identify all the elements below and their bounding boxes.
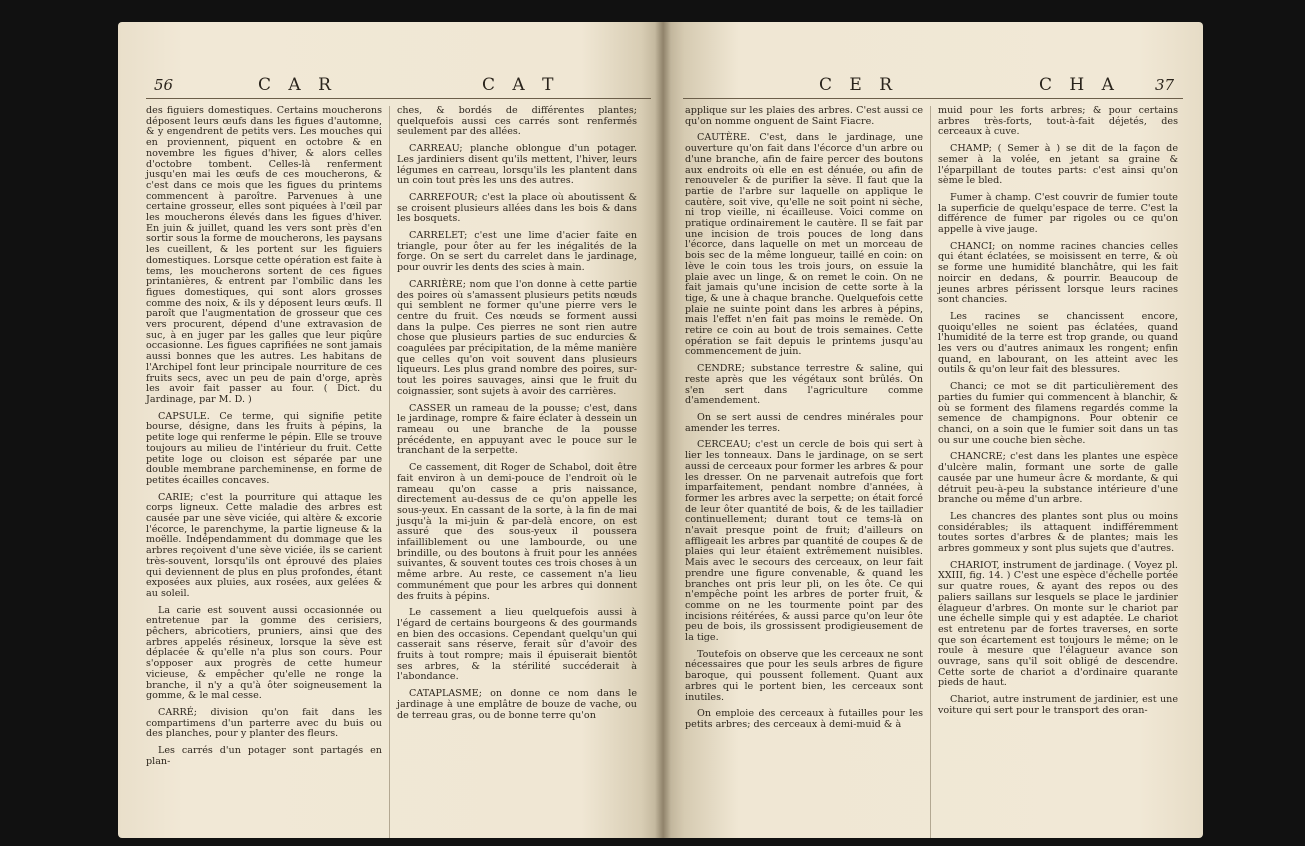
book-gutter bbox=[655, 22, 671, 838]
paragraph: On se sert aussi de cendres minérales pour amender les terres. bbox=[685, 411, 923, 434]
paragraph: La carie est souvent aussi occasionnée ou entretenue par la gomme des cerisiers, pêchers, abricotiers, pruniers, ainsi que des arbres appelés résineux, lorsque la sève est déplacée & qu'elle n'a plus son cours. Pour s'opposer aux progrès de cette humeur vicieuse, & empêcher qu'elle ne ronge la branche, il n'y a qu'à ôter soigneusement la gomme, & le mal cesse. bbox=[146, 604, 382, 702]
paragraph: CARRELET; c'est une lime d'acier faite en triangle, pour ôter au fer les inégalités de la forge. On se sert du carrelet dans le jardinage, pour ouvrir les dents des scies à main. bbox=[397, 230, 637, 274]
left-col-1 bbox=[146, 106, 382, 773]
paragraph: CHANCRE; c'est dans les plantes une espèce d'ulcère malin, formant une sorte de galle causée par une humeur âcre & mordante, & qui détruit peu-à-peu la substance intérieure d'une branche ou même d'un arbre. bbox=[938, 451, 1178, 506]
paragraph: ches, & bordés de différentes plantes; quelquefois aussi ces carrés sont renfermés seulement par des allées. bbox=[397, 105, 637, 138]
paragraph: CHAMP; ( Semer à ) se dit de la façon de semer à la volée, en jetant sa graine & l'éparpillant de toutes parts: c'est ainsi qu'on sème le bled. bbox=[938, 143, 1178, 187]
left-page bbox=[118, 22, 663, 838]
paragraph: CARRIÈRE; nom que l'on donne à cette partie des poires où s'amassent plusieurs petits nœuds qui semblent ne former qu'une pierre vers le centre du fruit. Ces nœuds se forment aussi dans la pulpe. Ces pierres ne sont rien autre chose que plusieurs parties de suc endurcies & coagulées par précipitation, de la même manière que celles qu'on voit souvent dans plusieurs liqueurs. Les plus grand nombre des poires, sur-tout les poires sauvages, ainsi que le fruit du coignassier, sont sujets à avoir des carrières. bbox=[397, 278, 637, 397]
paragraph: CARREFOUR; c'est la place où aboutissent & se croisent plusieurs allées dans les bois & dans les bosquets. bbox=[397, 191, 637, 225]
paragraph: applique sur les plaies des arbres. C'est aussi ce qu'on nomme onguent de Saint Fiacre. bbox=[685, 105, 923, 127]
left-headword-2: C A T bbox=[482, 75, 560, 95]
right-col-1 bbox=[685, 106, 923, 737]
right-page bbox=[663, 22, 1203, 838]
right-head-rule bbox=[683, 98, 1183, 99]
paragraph: CHANCI; on nomme racines chancies celles qui étant éclatées, se moisissent en terre, & où se forme une humidité blanchâtre, qui les fait noircir en dedans, & pourrir. Beaucoup de jeunes arbres périssent lorsque leurs racines sont chancies. bbox=[938, 240, 1178, 306]
paragraph: Les racines se chancissent encore, quoiqu'elles ne soient pas éclatées, quand l'humidité de la terre est trop grande, ou quand les vers ou d'autres animaux les rongent; enfin quand, en labourant, on les atteint avec les outils & qu'on leur fait des blessures. bbox=[938, 310, 1178, 376]
paragraph: des figuiers domestiques. Certains moucherons déposent leurs œufs dans les figues d'automne, & y engendrent de petits vers. Les mouches qui en proviennent, piquent en octobre & en novembre les figues d'hiver, & alors celles d'octobre tombent. Celles-là renferment jusqu'en mai les œufs de ces moucherons, & c'est dans ce mois que les figues du printems commencent à paroître. Parvenues à une certaine grosseur, elles sont piquées à l'œil par les moucherons élevés dans les figues d'hiver. En juin & juillet, quand les vers sont près d'en sortir sous la forme de moucherons, les paysans les cueillent, & les portent sur les figuiers domestiques. Lorsque cette opération est faite à tems, les moucherons sortent de ces figues printanières, & entrent par l'ombilic dans les figues domestiques, qui sont alors grosses comme des noix, & ils y déposent leurs œufs. Il paroît que l'augmentation de grosseur que ces vers procurent, dépend d'une extravasion de suc, à en juger par les galles que leur piqûre occasionne. Les figues caprifiées ne sont jamais aussi bonnes que les autres. Les habitans de l'Archipel font leur principale nourriture de ces fruits secs, avec un peu de pain d'orge, après les avoir fait passer au four. ( Dict. du Jardinage, par M. D. ) bbox=[146, 105, 382, 405]
left-running-head bbox=[118, 72, 663, 98]
left-col-2 bbox=[397, 106, 637, 727]
paragraph: CARRÉ; division qu'on fait dans les compartimens d'un parterre avec du buis ou des planches, pour y planter des fleurs. bbox=[146, 706, 382, 740]
paragraph: On emploie des cerceaux à futailles pour les petits arbres; des cerceaux à demi-muid & à bbox=[685, 708, 923, 730]
paragraph: CERCEAU; c'est un cercle de bois qui sert à lier les tonneaux. Dans le jardinage, on se sert aussi de cerceaux pour former les arbres & pour les dresser. On ne parvenait autrefois que fort imparfaitement, pendant nombre d'années, à former les arbres avec la serpette; on était forcé de leur ôter quantité de bois, & de les tailladier continuellement; durant tout ce tems-là on n'avait presque point de fruit; d'ailleurs on affligeait les arbres par quantité de coupes & de plaies qui leur étaient extrêmement nuisibles. Mais avec le secours des cerceaux, on leur fait prendre une figure convenable, & quand les branches ont pris leur pli, on les ôte. Ce qui n'empêche point les arbres de porter fruit, & comme on ne les tourmente point par des incisions réitérées, & aussi parce qu'on leur ôte peu de bois, ils grossissent prodigieusement de la tige. bbox=[685, 439, 923, 644]
left-head-rule bbox=[146, 98, 651, 99]
paragraph: Les carrés d'un potager sont partagés en plan- bbox=[146, 745, 382, 767]
paragraph: Ce cassement, dit Roger de Schabol, doit être fait environ à un demi-pouce de l'endroit où le rameau qu'on casse a pris naissance, directement au-dessus de ce qu'on appelle les sous-yeux. En cassant de la sorte, à la fin de mai jusqu'à la mi-juin & par-delà encore, on est assuré que des sous-yeux il poussera infailliblement ou une lambourde, ou une brindille, ou des boutons à fruit pour les années suivantes, & souvent toutes ces trois choses à un même arbre. Au reste, ce cassement n'a lieu communément que pour les arbres qui donnent des fruits à pépins. bbox=[397, 462, 637, 602]
right-headword-2: C H A bbox=[1039, 75, 1120, 95]
right-col-2 bbox=[938, 106, 1178, 723]
right-column-rule bbox=[930, 106, 931, 838]
right-headword-1: C E R bbox=[819, 75, 899, 95]
right-running-head bbox=[663, 72, 1203, 98]
paragraph: CHARIOT, instrument de jardinage. ( Voyez pl. XXIII, fig. 14. ) C'est une espèce d'échelle portée sur quatre roues, & ayant des repos ou des paliers saillans sur lesquels se place le jardinier élagueur d'arbres. On monte sur le chariot par une échelle simple qui y est adaptée. Le chariot est entretenu par de fortes traverses, en sorte que son écartement est toujours le même; on le roule à mesure que l'élagueur avance son ouvrage, sans qu'il soit obligé de descendre. Cette sorte de chariot a d'ordinaire quarante pieds de haut. bbox=[938, 559, 1178, 689]
paragraph: CARIE; c'est la pourriture qui attaque les corps ligneux. Cette maladie des arbres est causée par une sève viciée, qui altère & excorie l'écorce, le parenchyme, la partie ligneuse & la moëlle. Indépendamment du dommage que les arbres reçoivent d'une sève viciée, ils se carient très-souvent, lorsqu'ils ont éprouvé des plaies qui deviennent de plus en plus profondes, étant exposées aux pluies, aux rosées, aux gelées & au soleil. bbox=[146, 491, 382, 599]
paragraph: CAPSULE. Ce terme, qui signifie petite bourse, désigne, dans les fruits à pépins, la petite loge qui renferme le pépin. Elle se trouve toujours au milieu de l'intérieur du fruit. Cette petite loge ou cloison est séparée par une double membrane parcheminense, en forme de petites écailles concaves. bbox=[146, 410, 382, 486]
paragraph: Le cassement a lieu quelquefois aussi à l'égard de certains bourgeons & des gourmands en bien des occasions. Cependant quelqu'un qui casserait sans réserve, ferait sûr d'avoir des fruits à tout rompre; mais il épuiserait bientôt ses arbres, & la stérilité succéderait à l'abondance. bbox=[397, 607, 637, 683]
left-headword-1: C A R bbox=[258, 75, 337, 95]
paragraph: CAUTÈRE. C'est, dans le jardinage, une ouverture qu'on fait dans l'écorce d'un arbre ou d'une branche, afin de faire percer des boutons aux endroits où elle en est dénuée, ou afin de renouveler & de purifier la sève. Il faut que la partie de l'arbre sur laquelle on applique le cautère, soit vive, qu'elle ne soit point ni sèche, ni trop vieille, ni écailleuse. Voici comme on pratique ordinairement le cautère. Il se fait par une incision de trois pouces de long dans l'écorce, dans laquelle on met un morceau de bois sec de la même longueur, taillé en coin: on lève le coin tous les trois jours, on essuie la plaie avec un linge, & on remet le coin. On ne fait jamais qu'une incision de cette sorte à la tige, & une à chaque branche. Quelquefois cette plaie ne suinte point dans les arbres à pépins, mais l'effet n'en fait pas moins le remède. On retire ce coin au bout de trois semaines. Cette opération se fait depuis le printems jusqu'au commencement de juin. bbox=[685, 132, 923, 358]
right-folio: 37 bbox=[1155, 76, 1175, 94]
paragraph: Toutefois on observe que les cerceaux ne sont nécessaires que pour les seuls arbres de figure baroque, qui poussent follement. Quant aux arbres qui le portent bien, les cerceaux sont inutiles. bbox=[685, 648, 923, 703]
left-column-rule bbox=[389, 106, 390, 838]
paragraph: CATAPLASME; on donne ce nom dans le jardinage à une emplâtre de bouze de vache, ou de terreau gras, ou de bonne terre qu'on bbox=[397, 688, 637, 721]
paragraph: Fumer à champ. C'est couvrir de fumier toute la superficie de quelqu'espace de terre. C'est la différence de fumer par rigoles ou ce qu'on appelle à vive jauge. bbox=[938, 191, 1178, 236]
paragraph: CASSER un rameau de la pousse; c'est, dans le jardinage, rompre & faire éclater à dessein un rameau ou une branche de la pousse précédente, en appuyant avec le pouce sur le tranchant de la serpette. bbox=[397, 402, 637, 457]
paragraph: Chariot, autre instrument de jardinier, est une voiture qui sert pour le transport des oran- bbox=[938, 694, 1178, 716]
paragraph: CENDRE; substance terrestre & saline, qui reste après que les végétaux sont brûlés. On s'en sert dans l'agriculture comme d'amendement. bbox=[685, 363, 923, 407]
paragraph: Les chancres des plantes sont plus ou moins considérables; ils attaquent indifféremment toutes sortes d'arbres & de plantes; mais les arbres gommeux y sont plus sujets que d'autres. bbox=[938, 510, 1178, 555]
paragraph: CARREAU; planche oblongue d'un potager. Les jardiniers disent qu'ils mettent, l'hiver, leurs légumes en carreau, lorsqu'ils les plantent dans un coin tout près les uns des autres. bbox=[397, 143, 637, 187]
paragraph: Chanci; ce mot se dit particulièrement des parties du fumier qui commencent à blanchir, & où se forment des filamens regardés comme la semence de champignons. Pour obtenir ce chanci, on a soin que le fumier soit dans un tas ou sur une couche bien sèche. bbox=[938, 381, 1178, 446]
paragraph: muid pour les forts arbres; & pour certains arbres très-forts, tout-à-fait déjetés, des cerceaux à cuve. bbox=[938, 105, 1178, 138]
left-folio: 56 bbox=[154, 76, 174, 94]
